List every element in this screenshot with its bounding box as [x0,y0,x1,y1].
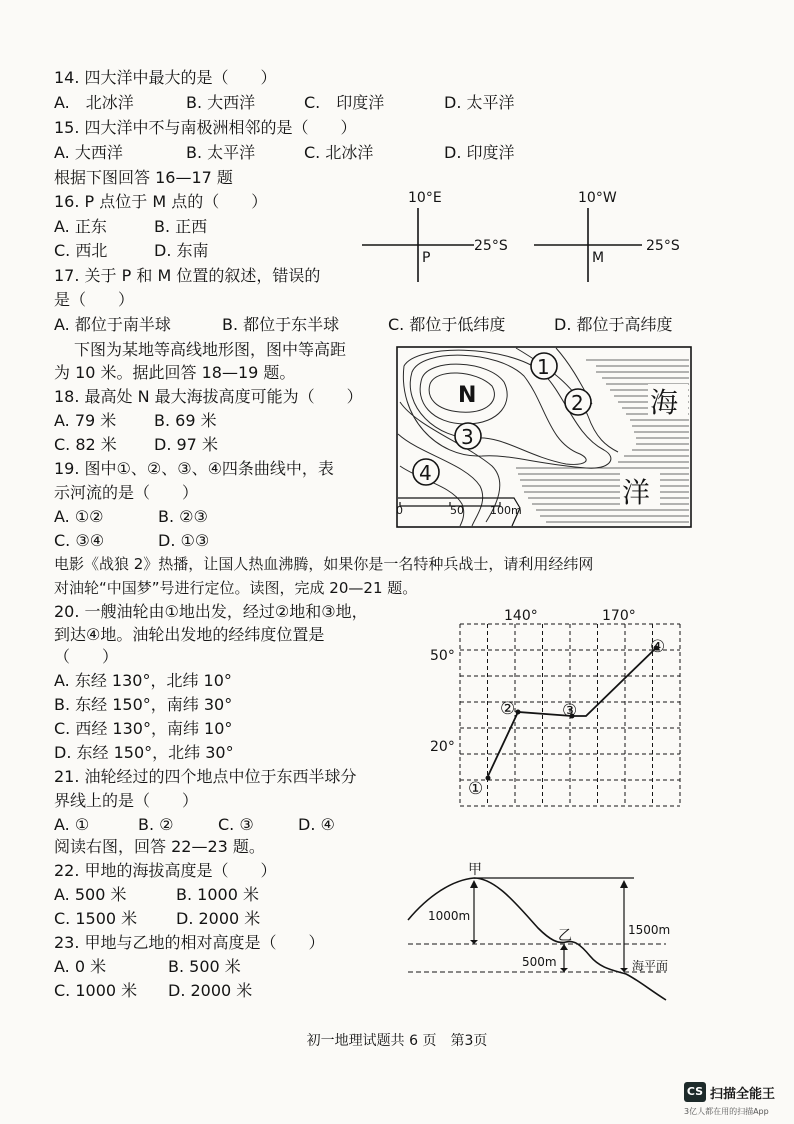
q19-stem-line2: 示河流的是（ ） [54,483,199,502]
lat-50-label: 50° [430,648,455,664]
q18-option-a: A. 79 米 [54,411,117,430]
q23-stem: 23. 甲地与乙地的相对高度是（ ） [54,933,325,952]
q22-stem: 22. 甲地的海拔高度是（ ） [54,861,277,880]
scale-100m: 100m [490,504,522,517]
q20-stem-line3: （ ） [54,647,119,666]
q14-stem: 14. 四大洋中最大的是（ ） [54,68,277,87]
q15-option-d: D. 印度洋 [444,143,515,162]
pm-coordinate-figure [356,186,692,286]
point-jia-label: 甲 [468,862,482,878]
q22-option-d: D. 2000 米 [176,909,261,928]
q18-option-b: B. 69 米 [154,411,217,430]
q16-option-c: C. 西北 [54,241,108,260]
q20-option-a: A. 东经 130°，北纬 10° [54,671,232,690]
camscanner-name: 扫描全能王 [710,1087,776,1102]
height-500m-label: 500m [522,955,557,969]
q21-option-c: C. ③ [218,815,254,834]
m-point-label: M [592,250,605,266]
q21-option-b: B. ② [138,815,174,834]
curve-2-label: 2 [571,391,584,415]
curve-1-label: 1 [537,355,550,379]
q16-stem: 16. P 点位于 M 点的（ ） [54,192,268,211]
p-longitude-label: 10°E [408,190,442,206]
terrain-profile-figure [404,858,684,1004]
lat-20-label: 20° [430,739,455,755]
q15-stem: 15. 四大洋中不与南极洲相邻的是（ ） [54,118,357,137]
q19-option-a: A. ①② [54,507,104,526]
point-yi-label: 乙 [558,928,572,944]
q15-option-c: C. 北冰洋 [304,143,374,162]
point-4-label: ④ [650,637,666,657]
intro-20-21-line2: 对油轮“中国梦”号进行定位。读图，完成 20—21 题。 [54,579,418,597]
intro-18-19-line1: 下图为某地等高线地形图，图中等高距 [74,340,347,359]
q22-option-b: B. 1000 米 [176,885,259,904]
latlon-grid-figure [424,604,688,810]
q19-option-b: B. ②③ [158,507,208,526]
q18-stem: 18. 最高处 N 最大海拔高度可能为（ ） [54,387,363,406]
q19-option-c: C. ③④ [54,531,105,550]
lon-140-label: 140° [504,608,538,624]
scale-0: 0 [396,504,403,517]
height-1000m-label: 1000m [428,909,471,923]
q21-stem-line1: 21. 油轮经过的四个地点中位于东西半球分 [54,767,357,786]
terrain-profile-line [408,878,669,1000]
scale-50: 50 [450,504,464,517]
q22-option-c: C. 1500 米 [54,909,138,928]
q23-option-a: A. 0 米 [54,957,107,976]
q17-option-b: B. 都位于东半球 [222,315,340,334]
q15-option-b: B. 太平洋 [186,143,256,162]
q22-option-a: A. 500 米 [54,885,127,904]
q20-option-d: D. 东经 150°，北纬 30° [54,743,234,762]
q19-stem-line1: 19. 图中①、②、③、④四条曲线中，表 [54,459,334,478]
q17-option-d: D. 都位于高纬度 [554,315,673,334]
q23-option-c: C. 1000 米 [54,981,138,1000]
q15-option-a: A. 大西洋 [54,143,123,162]
q14-option-c: C. 印度洋 [304,93,385,112]
q16-option-d: D. 东南 [154,241,209,260]
q18-option-d: D. 97 米 [154,435,218,454]
q23-option-b: B. 500 米 [168,957,241,976]
q14-option-a: A. 北冰洋 [54,93,134,112]
camscanner-tagline: 3亿人都在用的扫描App [684,1107,769,1116]
camscanner-watermark [684,1082,784,1118]
sea-label-yang: 洋 [622,476,651,509]
q23-option-d: D. 2000 米 [168,981,253,1000]
m-latitude-label: 25°S [646,238,680,254]
camscanner-logo-icon: CS [684,1082,706,1102]
point-3-label: ③ [562,701,578,721]
contour-map-figure [396,346,694,530]
lon-170-label: 170° [602,608,636,624]
q17-option-a: A. 都位于南半球 [54,315,171,334]
q21-stem-line2: 界线上的是（ ） [54,791,199,810]
q19-option-d: D. ①③ [158,531,210,550]
q17-stem-line1: 17. 关于 P 和 M 位置的叙述，错误的 [54,266,321,285]
q14-option-d: D. 太平洋 [444,93,515,112]
q18-option-c: C. 82 米 [54,435,117,454]
q20-stem-line2: 到达④地。油轮出发地的经纬度位置是 [54,625,325,644]
intro-18-19-line2: 为 10 米。据此回答 18—19 题。 [54,363,296,382]
q17-option-c: C. 都位于低纬度 [388,315,506,334]
intro-22-23: 阅读右图，回答 22—23 题。 [54,837,265,856]
q21-option-a: A. ① [54,815,90,834]
m-longitude-label: 10°W [578,190,617,206]
p-point-label: P [422,250,431,266]
summit-n-label: N [458,383,477,408]
q21-option-d: D. ④ [298,815,335,834]
intro-20-21-line1: 电影《战狼 2》热播，让国人热血沸腾，如果你是一名特种兵战士，请利用经纬网 [54,555,594,573]
q20-stem-line1: 20. 一艘油轮由①地出发，经过②地和③地， [54,602,368,621]
curve-4-label: 4 [419,461,432,485]
q16-option-b: B. 正西 [154,217,208,236]
curve-3-label: 3 [461,425,474,449]
sea-label-hai: 海 [650,386,679,419]
p-latitude-label: 25°S [474,238,508,254]
intro-16-17: 根据下图回答 16—17 题 [54,168,233,187]
page-footer: 初一地理试题共 6 页 第3页 [306,1033,488,1049]
point-1-label: ① [468,779,484,799]
height-1500m-label: 1500m [628,923,671,937]
point-2-label: ② [500,699,516,719]
q16-option-a: A. 正东 [54,217,107,236]
q20-option-b: B. 东经 150°，南纬 30° [54,695,233,714]
q14-option-b: B. 大西洋 [186,93,256,112]
q17-stem-line2: 是（ ） [54,290,135,309]
q20-option-c: C. 西经 130°，南纬 10° [54,719,233,738]
sea-level-label: 海平面 [632,959,669,973]
